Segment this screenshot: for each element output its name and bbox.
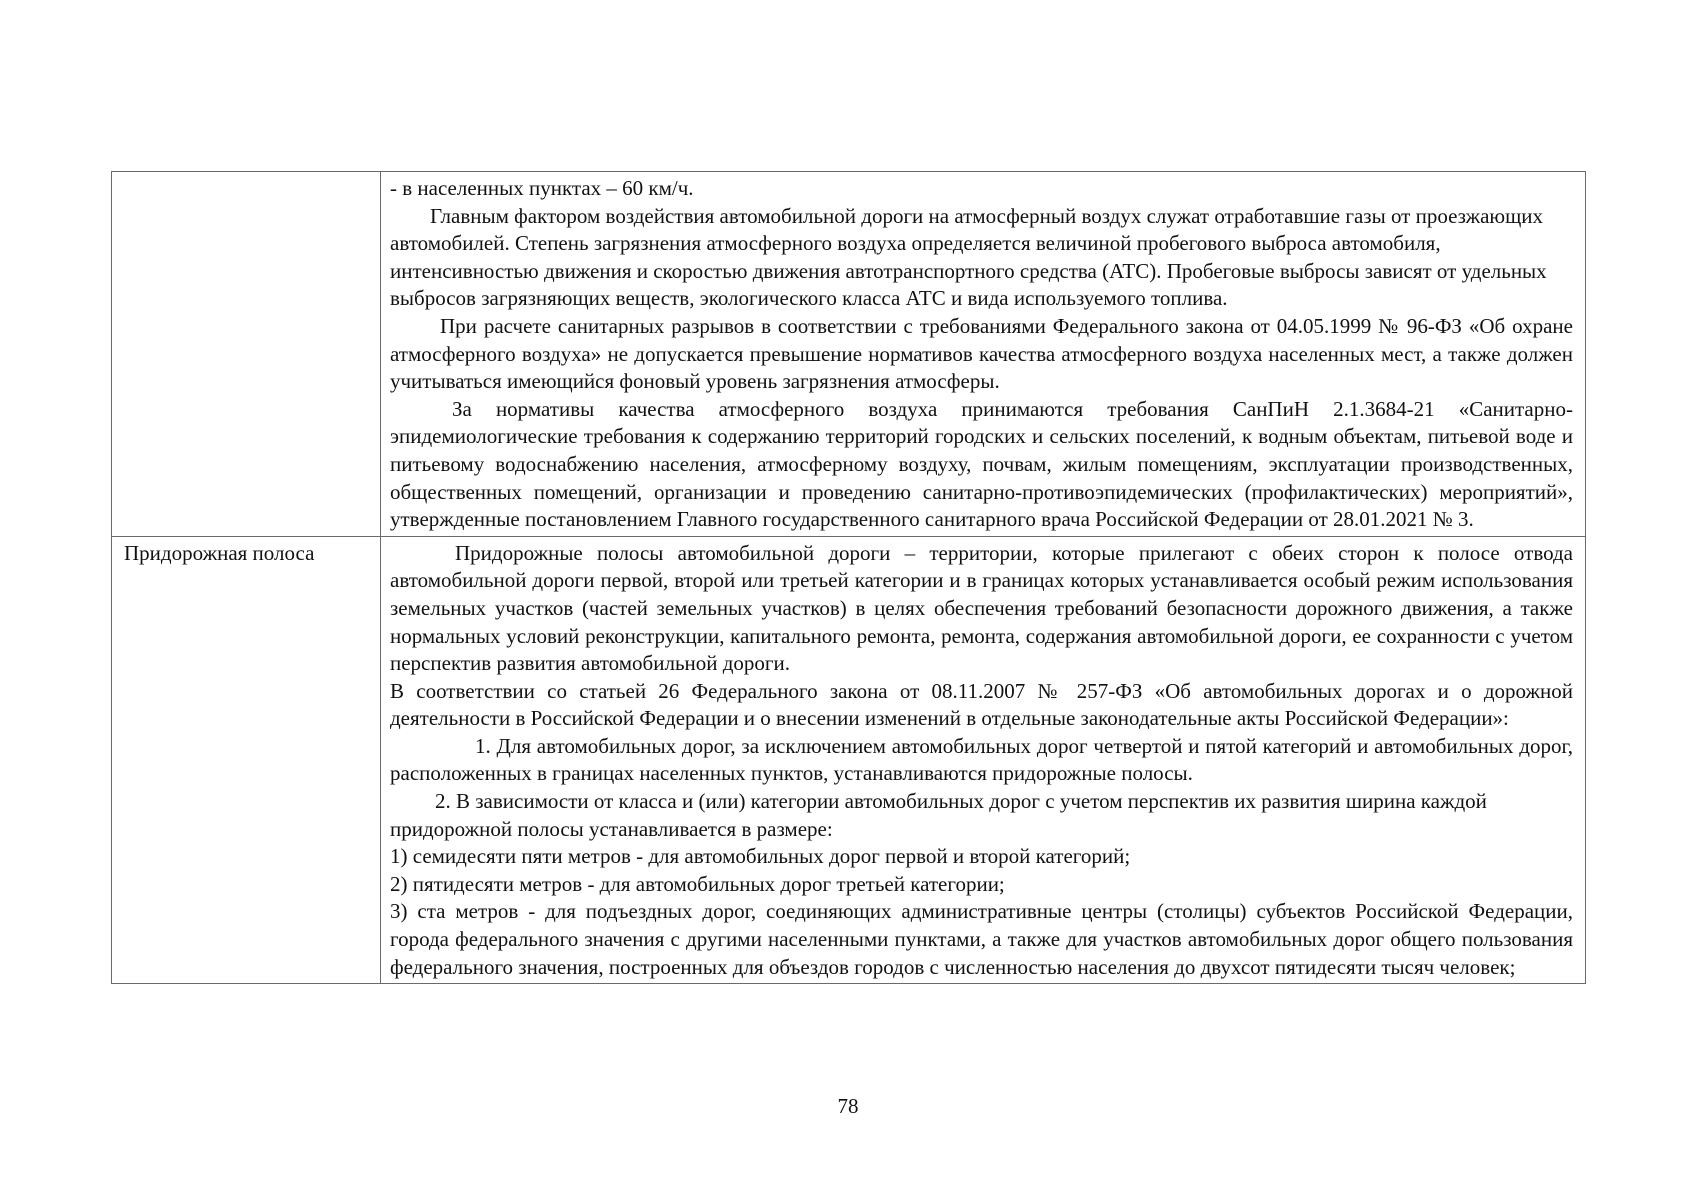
row-content-cell bbox=[381, 172, 1586, 537]
content-table bbox=[111, 171, 1586, 984]
paragraph: В соответствии со статьей 26 Федерального закона от 08.11.2007 № 257-ФЗ «Об автомобильных дорогах и о дорожной деятельности в Российской Федерации и о внесении изменений в отдельные законодательные акты Российской Федерации»: bbox=[390, 678, 1573, 731]
row-label-cell bbox=[112, 172, 381, 537]
row-content-cell bbox=[381, 536, 1586, 984]
paragraph: Придорожные полосы автомобильной дороги – территории, которые прилегают с обеих сторон к полосе отвода автомобильной дороги первой, второй или третьей категории и в границах которых устанавливается особый режим использования земельных участков (частей земельных участков) в целях обеспечения требований безопасности дорожного движения, а также нормальных условий реконструкции, капитального ремонта, ремонта, содержания автомобильной дороги, ее сохранности с учетом перспектив развития автомобильной дороги. bbox=[390, 540, 1573, 676]
paragraph: 1. Для автомобильных дорог, за исключением автомобильных дорог четвертой и пятой категорий и автомобильных дорог, расположенных в границах населенных пунктов, устанавливаются придорожные полосы. bbox=[390, 733, 1573, 786]
page-number: 78 bbox=[837, 1094, 859, 1118]
paragraph: 1) семидесяти пяти метров - для автомобильных дорог первой и второй категорий; bbox=[390, 844, 1131, 869]
paragraph: Главным фактором воздействия автомобильной дороги на атмосферный воздух служат отработавшие газы от проезжающих автомобилей. Степень загрязнения атмосферного воздуха определяется величиной пробегового выброса автомобиля, интенсивностью движения и скоростью движения автотранспортного средства (АТС). Пробеговые выбросы зависят от удельных выбросов загрязняющих веществ, экологического класса АТС и вида используемого топлива. bbox=[390, 203, 1547, 311]
table-row bbox=[112, 172, 1586, 537]
paragraph: За нормативы качества атмосферного воздуха принимаются требования СанПиН 2.1.3684-21 «Санитарно-эпидемиологические требования к содержанию территорий городских и сельских поселений, к водным объектам, питьевой воде и питьевому водоснабжению населения, атмосферному воздуху, почвам, жилым помещениям, эксплуатации производственных, общественных помещений, организации и проведению санитарно-противоэпидемических (профилактических) мероприятий», утвержденные постановлением Главного государственного санитарного врача Российской Федерации от 28.01.2021 № 3. bbox=[390, 396, 1573, 532]
paragraph: 3) ста метров - для подъездных дорог, соединяющих административные центры (столицы) субъектов Российской Федерации, города федерального значения с другими населенными пунктами, а также для участков автомобильных дорог общего пользования федерального значения, построенных для объездов городов с численностью населения до двухсот пятидесяти тысяч человек; bbox=[390, 899, 1573, 979]
row-label-cell: Придорожная полоса bbox=[112, 536, 381, 984]
table-row bbox=[112, 536, 1586, 984]
paragraph: 2. В зависимости от класса и (или) категории автомобильных дорог с учетом перспектив их развития ширина каждой придорожной полосы устанавливается в размере: bbox=[390, 789, 1487, 841]
paragraph: 2) пятидесяти метров - для автомобильных дорог третьей категории; bbox=[390, 871, 1005, 896]
paragraph: При расчете санитарных разрывов в соответствии с требованиями Федерального закона от 04.05.1999 № 96-ФЗ «Об охране атмосферного воздуха» не допускается превышение нормативов качества атмосферного воздуха населенных мест, а также должен учитываться имеющийся фоновый уровень загрязнения атмосферы. bbox=[390, 313, 1573, 394]
paragraph: - в населенных пунктах – 60 км/ч. bbox=[390, 176, 694, 200]
